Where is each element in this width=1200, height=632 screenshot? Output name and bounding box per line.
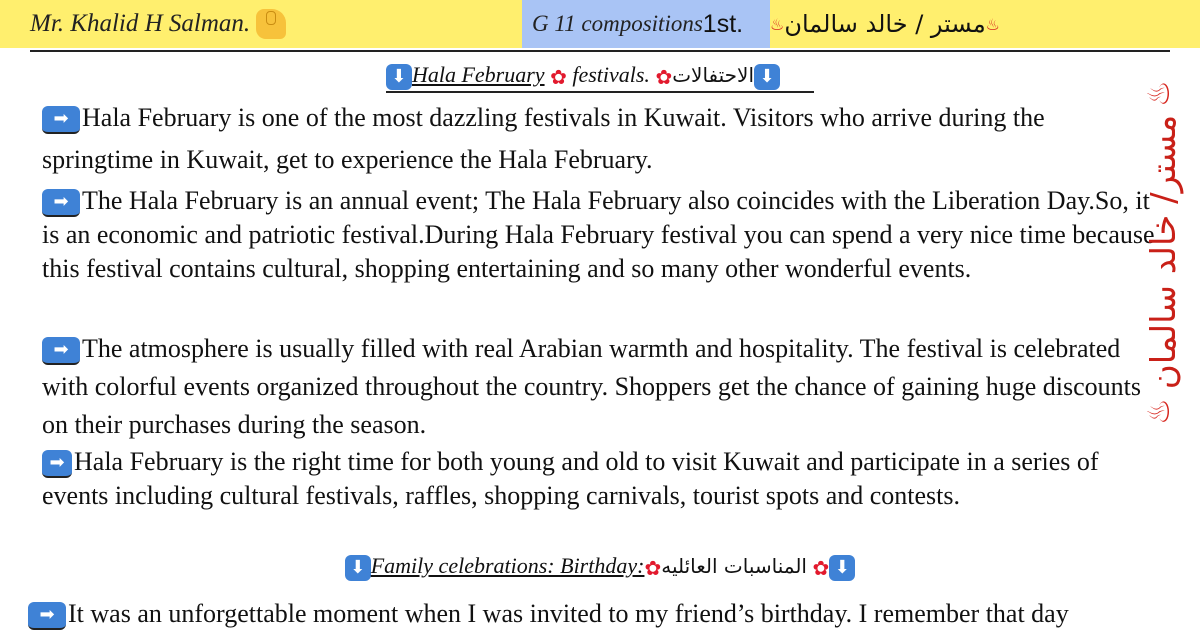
- author-name: Mr. Khalid H Salman.: [30, 10, 251, 37]
- header-bar: [0, 0, 1200, 48]
- side-watermark-text: مستر/ خالد سالمان: [1144, 114, 1184, 390]
- hot-springs-icon: ♨: [770, 14, 785, 34]
- paragraph-text: The Hala February is an annual event; The Hala February also coincides with the Liberation Day.So, it is an economic and patriotic festival.During Hala February festival you can spend a very nice time because this festival contains cultural, shopping entertaining and so many other wonderful events.: [42, 186, 1155, 283]
- paragraph: [42, 445, 1162, 513]
- arrow-right-icon: ➡: [42, 337, 80, 365]
- paragraph-text: It was an unforgettable moment when I was invited to my friend’s birthday. I remember that day: [68, 599, 1069, 628]
- paragraph: [42, 97, 1162, 181]
- paragraph: [42, 330, 1162, 444]
- hot-springs-icon: ♨: [985, 14, 1001, 34]
- section1-title-ar: الاحتفالات: [672, 63, 755, 87]
- class-label: G 11 compositions: [532, 11, 703, 36]
- hibiscus-icon: ✿: [655, 64, 673, 89]
- paragraph-text: Hala February is one of the most dazzling festivals in Kuwait. Visitors who arrive during the springtime in Kuwait, get to experience the Hala February.: [42, 103, 1045, 174]
- arrow-right-icon: ➡: [42, 106, 80, 134]
- section1-title-en-2: festivals.: [572, 62, 650, 87]
- hot-springs-icon: ♨: [1141, 398, 1177, 425]
- hot-springs-icon: ♨: [1141, 80, 1177, 107]
- thumbs-up-icon: [256, 9, 286, 39]
- hibiscus-icon: ✿: [644, 555, 662, 580]
- hibiscus-icon: ✿: [550, 64, 567, 89]
- section1-title-en: Hala February: [411, 62, 545, 87]
- arrow-down-icon: ⬇: [386, 64, 412, 90]
- section2-title-en: Family celebrations: Birthday:: [370, 553, 645, 578]
- section2-title: [0, 553, 1200, 581]
- section1-title: [0, 62, 1200, 93]
- paragraph: [28, 595, 1178, 632]
- arrow-right-icon: ➡: [28, 602, 66, 630]
- arrow-right-icon: ➡: [42, 450, 72, 478]
- arrow-down-icon: ⬇: [754, 64, 780, 90]
- arrow-down-icon: ⬇: [345, 555, 371, 581]
- term-label: 1st.: [702, 9, 744, 38]
- arabic-name: مستر / خالد سالمان: [784, 10, 986, 38]
- header-arabic-cell: [770, 0, 1200, 48]
- section1-title-underline: [386, 62, 814, 93]
- paragraph: [42, 184, 1162, 286]
- arrow-right-icon: ➡: [42, 189, 80, 217]
- header-divider: [30, 50, 1170, 52]
- paragraph-text: The atmosphere is usually filled with real Arabian warmth and hospitality. The festival is celebrated with colorful events organized throughout the country. Shoppers get the chance of gaining huge discounts on their purchases during the season.: [42, 334, 1141, 439]
- paragraph-text: Hala February is the right time for both young and old to visit Kuwait and participate in a series of events including cultural festivals, raffles, shopping carnivals, tourist spots and contests.: [42, 447, 1099, 510]
- header-class-cell: [522, 0, 770, 48]
- side-watermark: [1132, 72, 1196, 432]
- hibiscus-icon: ✿: [812, 555, 830, 580]
- section2-title-ar: المناسبات العائليه: [661, 554, 807, 578]
- header-author-cell: [0, 0, 522, 48]
- arrow-down-icon: ⬇: [829, 555, 855, 581]
